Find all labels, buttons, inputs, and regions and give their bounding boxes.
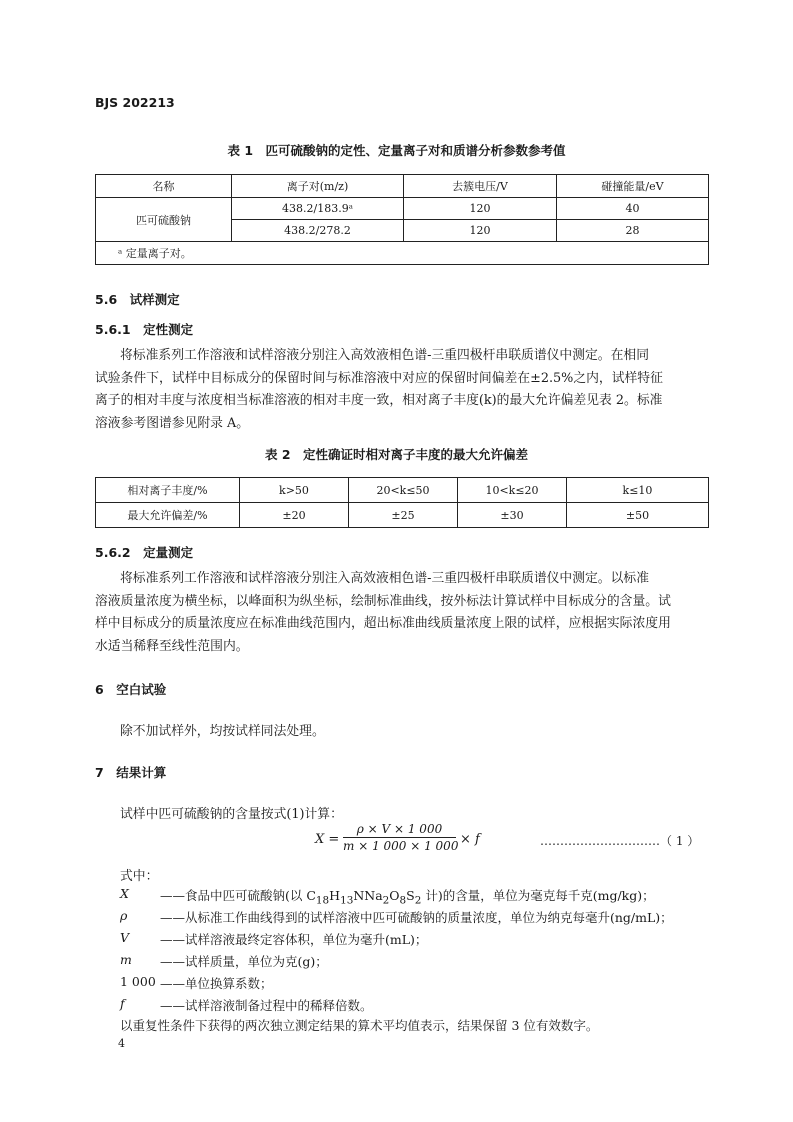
table1-footnote: ᵃ 定量离子对。 (96, 242, 709, 265)
formula-intro: 试样中匹可硫酸钠的含量按式(1)计算： (120, 807, 343, 822)
formula-number: …………………………（ 1 ） (540, 834, 700, 848)
section-5-6-2-body (95, 568, 709, 658)
table2-cell: 相对离子丰度/% (96, 478, 240, 503)
formula-denominator: m × 1 000 × 1 000 (343, 839, 459, 853)
table2-cell: 10<k≤20 (458, 478, 567, 503)
table1-header-dp: 去簇电压/V (404, 175, 557, 198)
table2-caption: 表 2 定性确证时相对离子丰度的最大允许偏差 (264, 447, 529, 462)
section-5-6-1-body (95, 345, 709, 435)
desc-post: 计)的含量，单位为毫克每千克(mg/kg)； (421, 888, 655, 903)
desc-pre: ——食品中匹可硫酸钠(以 C (160, 888, 316, 903)
formula-el: O (389, 888, 400, 903)
table1 (95, 174, 709, 265)
where-description: ——从标准工作曲线得到的试样溶液中匹可硫酸钠的质量浓度，单位为纳克每毫升(ng/mL)； (160, 910, 673, 925)
table1-ion-pair-1: 438.2/183.9ᵃ (232, 198, 404, 220)
where-description: ——单位换算系数； (160, 976, 273, 991)
paragraph-line: 离子的相对丰度与浓度相当标准溶液的相对丰度一致，相对离子丰度(k)的最大允许偏差见表 2。标准 (95, 393, 663, 408)
table2-cell: k≤10 (567, 478, 709, 503)
table1-ce-1: 40 (557, 198, 709, 220)
section-7-heading: 7 结果计算 (95, 765, 167, 780)
section-6-heading: 6 空白试验 (95, 682, 167, 697)
table1-header-name: 名称 (96, 175, 232, 198)
where-symbol: X (120, 886, 129, 901)
table2 (95, 477, 709, 528)
where-description: ——试样溶液最终定容体积，单位为毫升(mL)； (160, 932, 428, 947)
formula-sub: 13 (340, 894, 354, 907)
table2-cell: ±50 (567, 503, 709, 528)
page-number: 4 (118, 1037, 125, 1050)
paragraph-line: 溶液质量浓度为横坐标，以峰面积为纵坐标，绘制标准曲线，按外标法计算试样中目标成分的含量。试 (95, 593, 671, 609)
paragraph-line: 将标准系列工作溶液和试样溶液分别注入高效液相色谱-三重四极杆串联质谱仪中测定。在相同 (120, 348, 649, 363)
document-code: BJS 202213 (95, 95, 175, 110)
formula-1 (0, 822, 793, 862)
table1-dp-1: 120 (404, 198, 557, 220)
section-5-6-1-heading: 5.6.1 定性测定 (95, 322, 194, 337)
table1-header-ce: 碰撞能量/eV (557, 175, 709, 198)
table2-cell: k>50 (240, 478, 349, 503)
section-6-text: 除不加试样外，均按试样同法处理。 (120, 724, 325, 739)
table1-header-ion-pair: 离子对(m/z) (232, 175, 404, 198)
table2-cell: ±20 (240, 503, 349, 528)
where-description: ——试样溶液制备过程中的稀释倍数。 (160, 998, 373, 1013)
table1-compound-name: 匹可硫酸钠 (96, 198, 232, 242)
table2-cell: ±25 (349, 503, 458, 528)
table2-cell: ±30 (458, 503, 567, 528)
where-symbol: f (120, 996, 125, 1011)
where-description: ——试样质量，单位为克(g)； (160, 954, 328, 969)
table-row (96, 478, 709, 503)
where-label: 式中： (120, 869, 159, 884)
formula-numerator: ρ × V × 1 000 (343, 822, 456, 838)
section-5-6-2-heading: 5.6.2 定量测定 (95, 545, 194, 560)
formula-sub: 2 (382, 894, 390, 907)
table2-cell: 20<k≤50 (349, 478, 458, 503)
result-conclusion: 以重复性条件下获得的两次独立测定结果的算术平均值表示，结果保留 3 位有效数字。 (120, 1018, 599, 1033)
formula-fraction (343, 822, 459, 853)
paragraph-line: 试验条件下，试样中目标成分的保留时间与标准溶液中对应的保留时间偏差在±2.5%之内，试样特征 (95, 370, 663, 386)
formula-sub: 8 (399, 894, 407, 907)
paragraph-line: 水适当稀释至线性范围内。 (95, 638, 249, 654)
where-symbol: m (120, 952, 132, 967)
table-row (96, 198, 709, 220)
table-row (96, 503, 709, 528)
formula-rhs: × f (460, 832, 480, 847)
formula-sub: 18 (315, 894, 330, 907)
where-symbol: 1 000 (120, 974, 156, 989)
where-symbol: V (120, 930, 130, 945)
formula-lhs: X = (315, 832, 340, 847)
table1-dp-2: 120 (404, 220, 557, 242)
formula-el: NNa (353, 888, 383, 903)
table2-cell: 最大允许偏差/% (96, 503, 240, 528)
table1-ce-2: 28 (557, 220, 709, 242)
where-description (160, 886, 655, 907)
paragraph-line: 将标准系列工作溶液和试样溶液分别注入高效液相色谱-三重四极杆串联质谱仪中测定。以标准 (120, 571, 649, 586)
where-symbol: ρ (120, 908, 128, 923)
section-5-6-heading: 5.6 试样测定 (95, 292, 180, 307)
paragraph-line: 样中目标成分的质量浓度应在标准曲线范围内，超出标准曲线质量浓度上限的试样，应根据实际浓度用 (95, 616, 671, 631)
formula-el: S (406, 888, 415, 903)
formula-el: H (329, 888, 341, 903)
formula-sub: 2 (414, 894, 422, 907)
table1-caption: 表 1 匹可硫酸钠的定性、定量离子对和质谱分析参数参考值 (227, 143, 566, 158)
paragraph-line: 溶液参考图谱参见附录 A。 (95, 415, 250, 431)
table1-ion-pair-2: 438.2/278.2 (232, 220, 404, 242)
